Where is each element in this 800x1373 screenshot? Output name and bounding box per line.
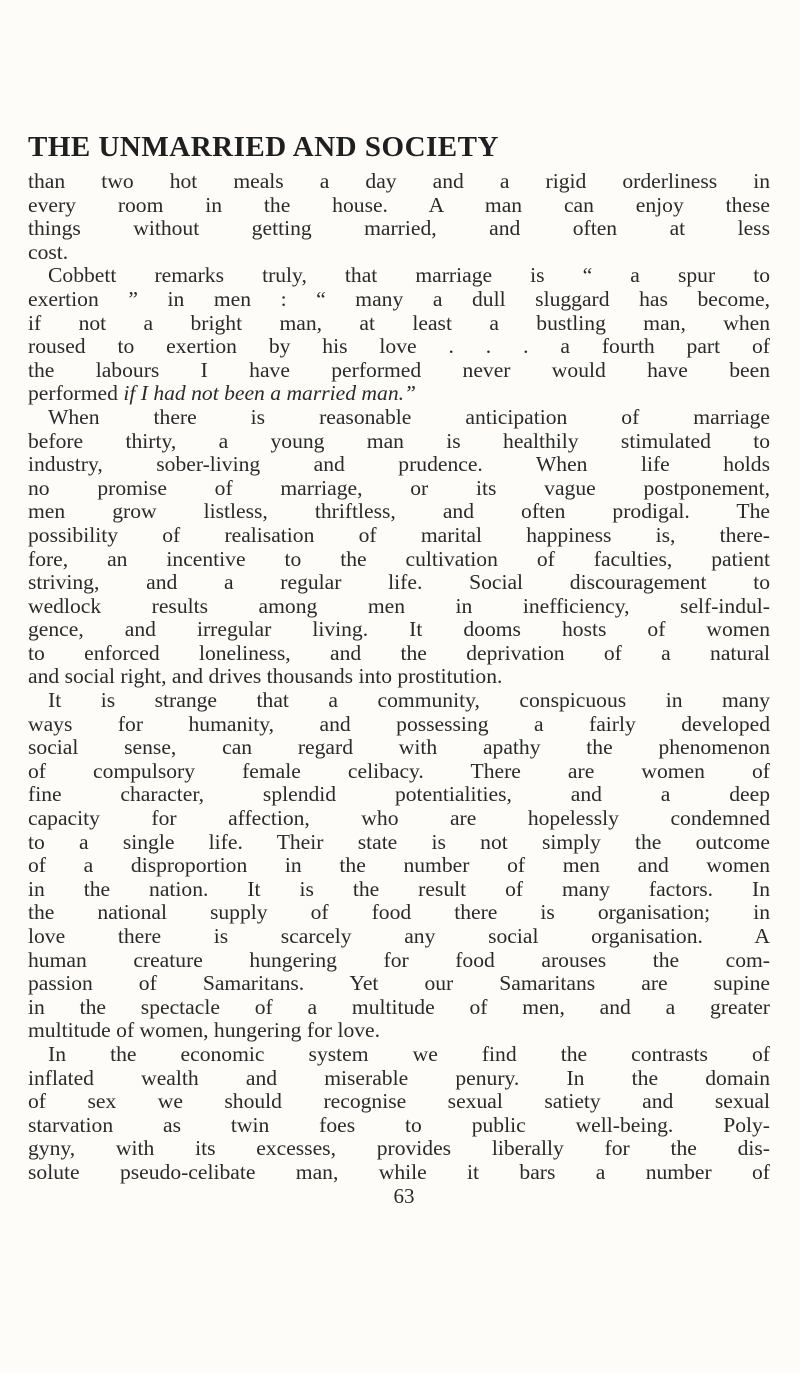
text-line-content: fore, an incentive to the cultivation of faculties, patient [28,546,770,571]
text-line [28,264,770,288]
text-line-content: When there is reasonable anticipation of marriage [48,404,770,429]
text-line-content: cost. [28,239,69,264]
text-line [28,878,770,902]
text-line-content: wedlock results among men in inefficiency, self-indul- [28,593,770,618]
text-line-content: every room in the house. A man can enjoy these [28,192,770,217]
text-line-content: solute pseudo-celibate man, while it bars a number of [28,1159,770,1184]
text-line [28,524,770,548]
text-line-content: the national supply of food there is organisation; in [28,900,770,925]
text-line [28,972,770,996]
text-line-content: social sense, can regard with apathy the phenomenon [28,735,770,760]
text-line [28,382,770,406]
text-line-content: love there is scarcely any social organisation. A [28,924,770,948]
text-line [28,949,770,973]
text-line-content: inflated wealth and miserable penury. In the domain [28,1065,770,1090]
text-line [28,831,770,855]
text-line [28,170,770,194]
text-line [28,1161,770,1185]
text-line [28,642,770,666]
text-line [28,477,770,501]
text-line-content: passion of Samaritans. Yet our Samaritans are supine [28,971,770,996]
text-line [28,783,770,807]
text-line [28,618,770,642]
text-line-content: the labours I have performed never would have been [28,357,770,382]
text-line-content: gence, and irregular living. It dooms hosts of women [28,617,770,642]
text-line [28,1067,770,1091]
text-line [28,996,770,1020]
italic-quote: if I had not been a married man.” [123,381,417,406]
text-line-content: ways for humanity, and possessing a fairly developed [28,711,770,736]
text-line-content: and social right, and drives thousands into prostitution. [28,664,503,689]
text-line-content: human creature hungering for food arouses the com- [28,947,770,972]
text-line-content: It is strange that a community, conspicuous in many [48,688,770,713]
text-line-content: Cobbett remarks truly, that marriage is “ a spur to [48,263,770,288]
text-line [28,1137,770,1161]
text-line-content: of sex we should recognise sexual satiety and sexual [28,1089,770,1114]
text-line-content: In the economic system we find the contrasts of [48,1041,770,1066]
text-line-content: of a disproportion in the number of men and women [28,853,770,878]
text-line [28,689,770,713]
text-line-content: in the nation. It is the result of many factors. In [28,876,770,901]
text-line-content: industry, sober-living and prudence. When life holds [28,452,770,477]
text-line-content: exertion ” in men : “ many a dull sluggard has become, [28,286,770,311]
text-line [28,760,770,784]
body-text [28,170,770,1185]
text-line [28,453,770,477]
text-line-content: men grow listless, thriftless, and often prodigal. The [28,499,770,524]
text-line [28,288,770,312]
text-line [28,713,770,737]
text-line-content: in the spectacle of a multitude of men, and a greater [28,994,770,1019]
text-line-content: of compulsory female celibacy. There are women of [28,758,770,783]
text-line [28,430,770,454]
text-line-content: multitude of women, hungering for love. [28,1018,381,1043]
text-line [28,1114,770,1138]
text-line-content: fine character, splendid potentialities, and a deep [28,782,770,807]
text-line [28,595,770,619]
running-head: THE UNMARRIED AND SOCIETY [28,131,499,163]
text-line-content: if not a bright man, at least a bustling man, when [28,310,770,335]
text-line [28,665,770,689]
text-line-content: striving, and a regular life. Social discouragement to [28,570,770,595]
text-line [28,925,770,949]
text-line [28,1043,770,1067]
book-page [28,130,770,1207]
text-line [28,335,770,359]
text-line-content: no promise of marriage, or its vague postponement, [28,475,770,500]
text-line-content: starvation as twin foes to public well-being. Poly- [28,1112,770,1137]
text-line-content: roused to exertion by his love . . . a fourth part of [28,334,770,359]
text-line [28,217,770,241]
text-line-content: before thirty, a young man is healthily stimulated to [28,428,770,453]
text-line [28,359,770,383]
text-line-content: to enforced loneliness, and the deprivation of a natural [28,640,770,665]
text-line-content: to a single life. Their state is not simply the outcome [28,829,770,854]
text-line [28,854,770,878]
text-line [28,500,770,524]
text-line [28,406,770,430]
text-line-content: gyny, with its excesses, provides liberally for the dis- [28,1136,770,1161]
text-line [28,548,770,572]
text-line [28,901,770,925]
text-line-content: capacity for affection, who are hopelessly condemned [28,806,770,831]
text-line [28,571,770,595]
text-line [28,736,770,760]
text-line-content: things without getting married, and often at less [28,216,770,241]
text-line-content: than two hot meals a day and a rigid orderliness in [28,169,770,193]
text-line-content: performed [28,381,124,406]
text-line [28,312,770,336]
text-line-content: possibility of realisation of marital happiness is, there- [28,522,770,547]
text-line [28,194,770,218]
text-line [28,241,770,265]
text-line [28,807,770,831]
text-line [28,1090,770,1114]
text-line [28,1019,770,1043]
page-number: 63 [393,1183,415,1208]
